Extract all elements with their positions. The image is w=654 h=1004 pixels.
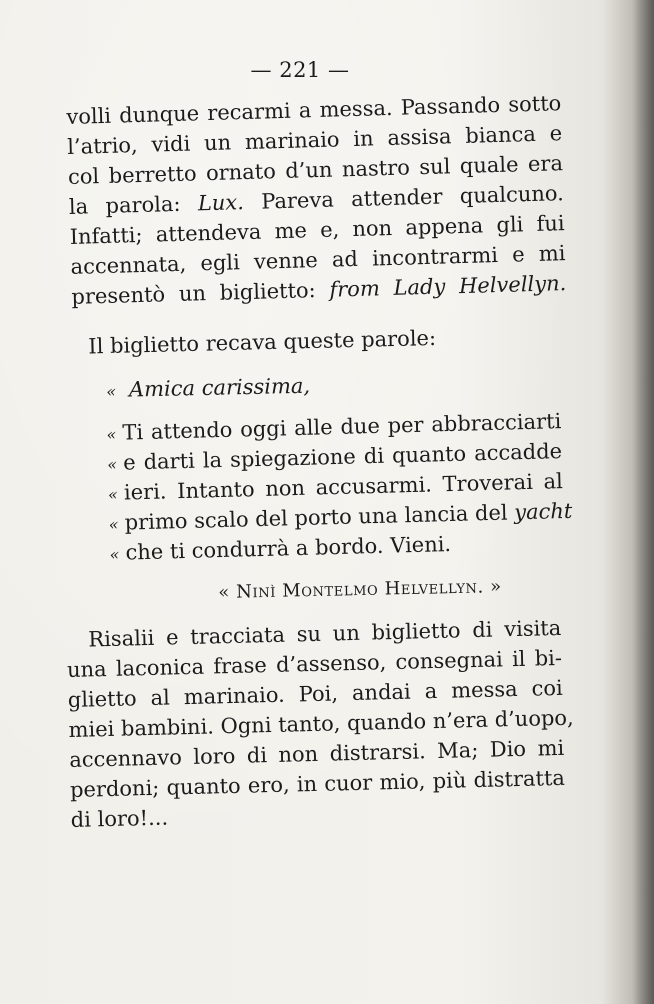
letter-line-text: che ti condurrà a bordo. Vieni. [125,532,452,565]
letter-signature: « Ninì Montelmo Helvellyn. » [218,576,502,603]
text-line: perdoni; quanto ero, in cuor mio, più distratta [69,765,566,802]
text-line: volli dunque recarmi a messa. Passando sotto [66,91,562,129]
text-line: Il biglietto recava queste parole: [88,325,437,359]
text-line: di loro!... [70,805,169,832]
text-line: accennavo loro di non distrarsi. Ma; Dio mi [69,735,565,772]
quote-mark: « [106,381,117,401]
letter-line-text: Ti attendo oggi alle due per abbracciarti [122,409,562,445]
page-gutter-shadow [632,0,654,1004]
letter-line-text: primo scalo del porto una lancia del yacht [124,498,573,535]
text-line: glietto al marinaio. Poi, andai a messa coi [67,675,563,712]
quote-mark: « [106,424,117,444]
quote-mark: « [108,514,119,534]
text-line: accennata, egli venne ad incontrarmi e mi [70,241,566,279]
text-line: col berretto ornato d’un nastro sul quale era [67,151,564,189]
text-line: miei bambini. Ogni tanto, quando n’era d’uopo, [68,705,574,742]
paragraph-2 [66,320,562,362]
text-line: una laconica frase d’assenso, consegnai il bi- [66,645,563,682]
letter-salutation [106,374,310,402]
text-line: Risalii e tracciata su un biglietto di visita [88,615,562,652]
paragraph-3 [66,613,574,835]
quote-mark: « [109,544,120,564]
letter-line-text: e darti la spiegazione di quanto accadde [122,439,563,475]
text-line: presentò un biglietto: from Lady Helvellyn. [71,271,567,309]
letter-line-text: ieri. Intanto non accusarmi. Troverai al [123,469,564,505]
letter-body [106,406,573,568]
paragraph-1 [66,88,567,312]
page-number: — 221 — [250,58,350,82]
salutation-text: Amica carissima, [128,373,311,402]
text-line: l’atrio, vidi un marinaio in assisa bianca e [66,121,563,159]
quote-mark: « [107,484,119,504]
text-line: Infatti; attendeva me e, non appena gli fui [69,211,565,249]
text-line: la parola: Lux. Pareva attender qualcuno. [68,181,565,219]
quote-mark: « [106,454,118,474]
